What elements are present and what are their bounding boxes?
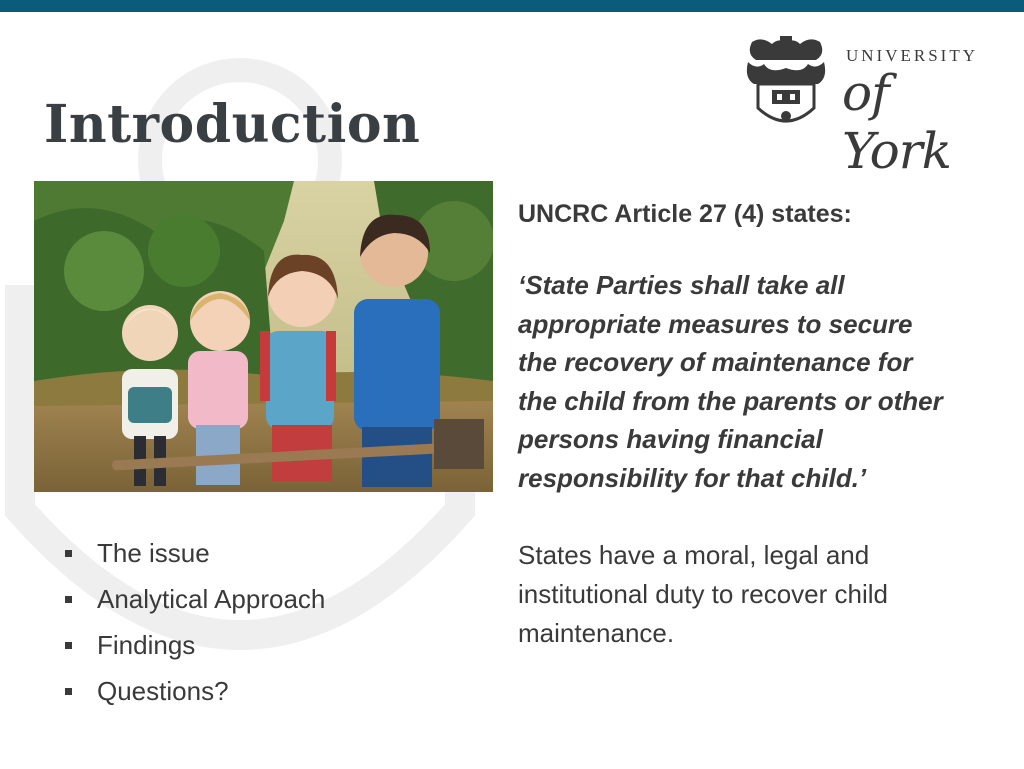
agenda-item-label: Findings — [97, 630, 196, 660]
agenda-item-label: Questions? — [97, 676, 229, 706]
square-bullet-icon — [65, 642, 72, 649]
square-bullet-icon — [65, 596, 72, 603]
quote-line: the recovery of maintenance for — [518, 347, 913, 377]
agenda-list — [62, 530, 325, 714]
square-bullet-icon — [65, 550, 72, 557]
top-accent-bar — [0, 0, 1024, 12]
agenda-item-findings — [62, 622, 325, 668]
crest-icon — [742, 34, 830, 134]
quote-line: responsibility for that child.’ — [518, 462, 867, 493]
logo-university-text: UNIVERSITY — [846, 46, 978, 65]
agenda-item-label: The issue — [97, 538, 210, 568]
agenda-item-approach — [62, 576, 325, 622]
logo-york-text: of York — [842, 64, 951, 180]
square-bullet-icon — [65, 688, 72, 695]
university-logo — [742, 34, 992, 180]
article-heading: UNCRC Article 27 (4) states: — [518, 200, 852, 228]
children-photo — [34, 181, 493, 492]
quote-line: appropriate measures to secure — [518, 308, 913, 339]
statement-line: States have a moral, legal and — [518, 540, 870, 570]
statement-line: maintenance. — [518, 618, 675, 648]
quote-line: the child from the parents or other — [518, 385, 943, 416]
article-quote — [518, 266, 998, 497]
agenda-item-label: Analytical Approach — [97, 584, 326, 614]
quote-line: persons having financial — [518, 424, 823, 454]
quote-line: ‘State Parties shall take all — [518, 270, 845, 300]
agenda-item-issue — [62, 530, 325, 576]
duty-statement — [518, 536, 988, 653]
agenda-item-questions — [62, 668, 325, 714]
slide-title: Introduction — [44, 94, 421, 155]
statement-line: institutional duty to recover child — [518, 579, 888, 609]
